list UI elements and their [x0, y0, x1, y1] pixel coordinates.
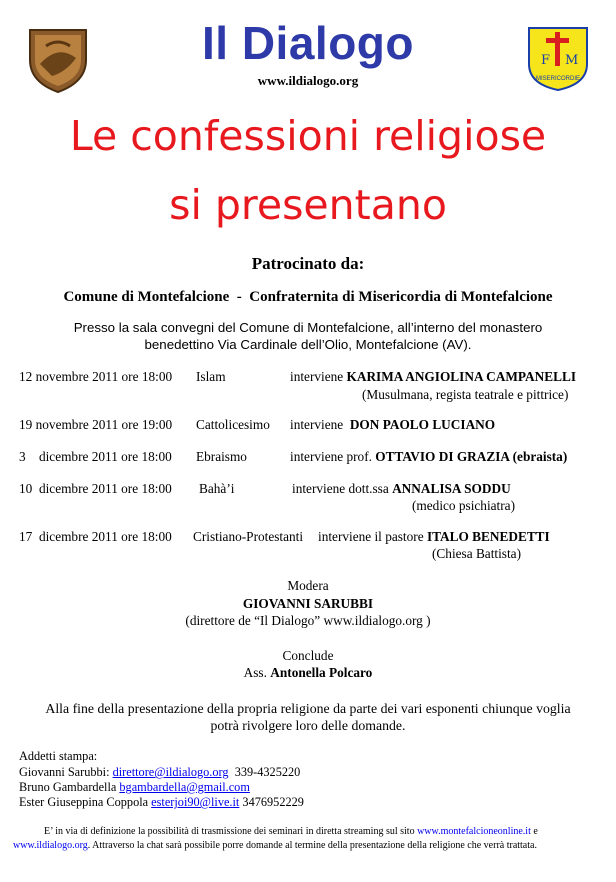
conclusion-name: Antonella Polcaro — [270, 665, 373, 680]
contact-phone: 3476952229 — [242, 795, 304, 809]
contact-email-link[interactable]: esterjoi90@live.it — [151, 795, 240, 809]
venue-line-2: benedettino Via Cardinale dell’Olio, Montefalcione (AV). — [144, 337, 472, 352]
press-label: Addetti stampa: — [19, 749, 98, 763]
closing-line-2: potrà rivolgere loro delle domande. — [210, 718, 406, 733]
headline-line-2: si presentano — [169, 181, 447, 229]
site-title: Il Dialogo — [202, 17, 414, 69]
footer-line-1 — [44, 826, 538, 837]
event-note: (Musulmana, regista teatrale e pittrice) — [362, 387, 569, 402]
event-date: 17 dicembre 2011 ore 18:00 — [19, 529, 172, 544]
patronage-label: Patrocinato da: — [251, 254, 365, 273]
press-contact — [19, 795, 304, 810]
patron-separator: - — [236, 289, 242, 305]
moderator-label: Modera — [287, 578, 329, 593]
event-religion: Islam — [196, 369, 226, 384]
badge-letter-right: M — [565, 53, 579, 68]
event-intro: interviene il pastore — [318, 529, 424, 544]
event-intro: interviene — [290, 369, 344, 384]
event-date: 19 novembre 2011 ore 19:00 — [19, 417, 173, 432]
moderator-role: (direttore de “Il Dialogo” www.ildialogo.org ) — [185, 613, 431, 628]
contact-name: Giovanni Sarubbi: — [19, 765, 110, 779]
event-speaker-line — [290, 369, 576, 385]
footer-text-end: e — [533, 826, 538, 837]
venue-line-1: Presso la sala convegni del Comune di Montefalcione, all’interno del monastero — [73, 320, 543, 335]
event-note: (medico psichiatra) — [412, 498, 516, 513]
patrons-line — [0, 289, 616, 306]
footer-line-2 — [13, 840, 537, 851]
event-religion: Ebraismo — [196, 449, 247, 464]
event-speaker-line — [318, 529, 550, 545]
event-religion: Bahà’i — [199, 481, 235, 496]
footer-text: E’ in via di definizione la possibilità di trasmissione dei seminari in diretta streaming sul sito — [44, 826, 415, 837]
site-url: www.ildialogo.org — [257, 73, 359, 88]
patron-comune: Comune di Montefalcione — [63, 289, 230, 305]
patron-confraternita: Confraternita di Misericordia di Montefalcione — [249, 289, 553, 305]
event-speaker-line — [290, 417, 495, 433]
event-intro: interviene dott.ssa — [292, 481, 389, 496]
footer-text: . Attraverso la chat sarà possibile porre domande al termine della presentazione della religione che verrà trattata. — [87, 840, 537, 851]
contact-email-link[interactable]: direttore@ildialogo.org — [112, 765, 229, 779]
event-intro: interviene — [290, 417, 344, 432]
conclusion-line — [0, 665, 616, 681]
contact-name: Bruno Gambardella — [19, 780, 117, 794]
press-contact — [19, 780, 250, 795]
event-speaker-line — [290, 449, 567, 465]
press-contact — [19, 765, 300, 780]
event-date: 12 novembre 2011 ore 18:00 — [19, 369, 173, 384]
event-speaker: OTTAVIO DI GRAZIA (ebraista) — [375, 449, 568, 464]
badge-text: MISERICORDIE — [535, 76, 581, 82]
event-date: 3 dicembre 2011 ore 18:00 — [19, 449, 172, 464]
event-religion: Cattolicesimo — [196, 417, 270, 432]
headline-line-1: Le confessioni religiose — [69, 112, 547, 160]
contact-phone: 339-4325220 — [234, 765, 301, 779]
event-speaker-line — [292, 481, 511, 497]
event-religion: Cristiano-Protestanti — [193, 529, 304, 544]
misericordie-logo — [527, 24, 589, 92]
ildialogo-link[interactable]: www.ildialogo.org — [13, 840, 88, 851]
event-date: 10 dicembre 2011 ore 18:00 — [19, 481, 172, 496]
event-intro: interviene prof. — [290, 449, 372, 464]
event-speaker: ANNALISA SODDU — [392, 481, 511, 496]
event-speaker: KARIMA ANGIOLINA CAMPANELLI — [346, 369, 577, 384]
montefalcioneonline-link[interactable]: www.montefalcioneonline.it — [417, 826, 531, 837]
conclusion-label: Conclude — [282, 648, 334, 663]
badge-letter-left: F — [541, 53, 551, 68]
event-speaker: ITALO BENEDETTI — [426, 529, 550, 544]
moderator-name: GIOVANNI SARUBBI — [242, 596, 374, 611]
contact-email-link[interactable]: bgambardella@gmail.com — [119, 780, 250, 794]
closing-line-1: Alla fine della presentazione della propria religione da parte dei vari esponenti chiunque voglia — [45, 701, 571, 716]
event-speaker: DON PAOLO LUCIANO — [349, 417, 496, 432]
event-note: (Chiesa Battista) — [432, 546, 521, 561]
conclusion-prefix: Ass. — [243, 665, 267, 680]
contact-name: Ester Giuseppina Coppola — [19, 795, 149, 809]
